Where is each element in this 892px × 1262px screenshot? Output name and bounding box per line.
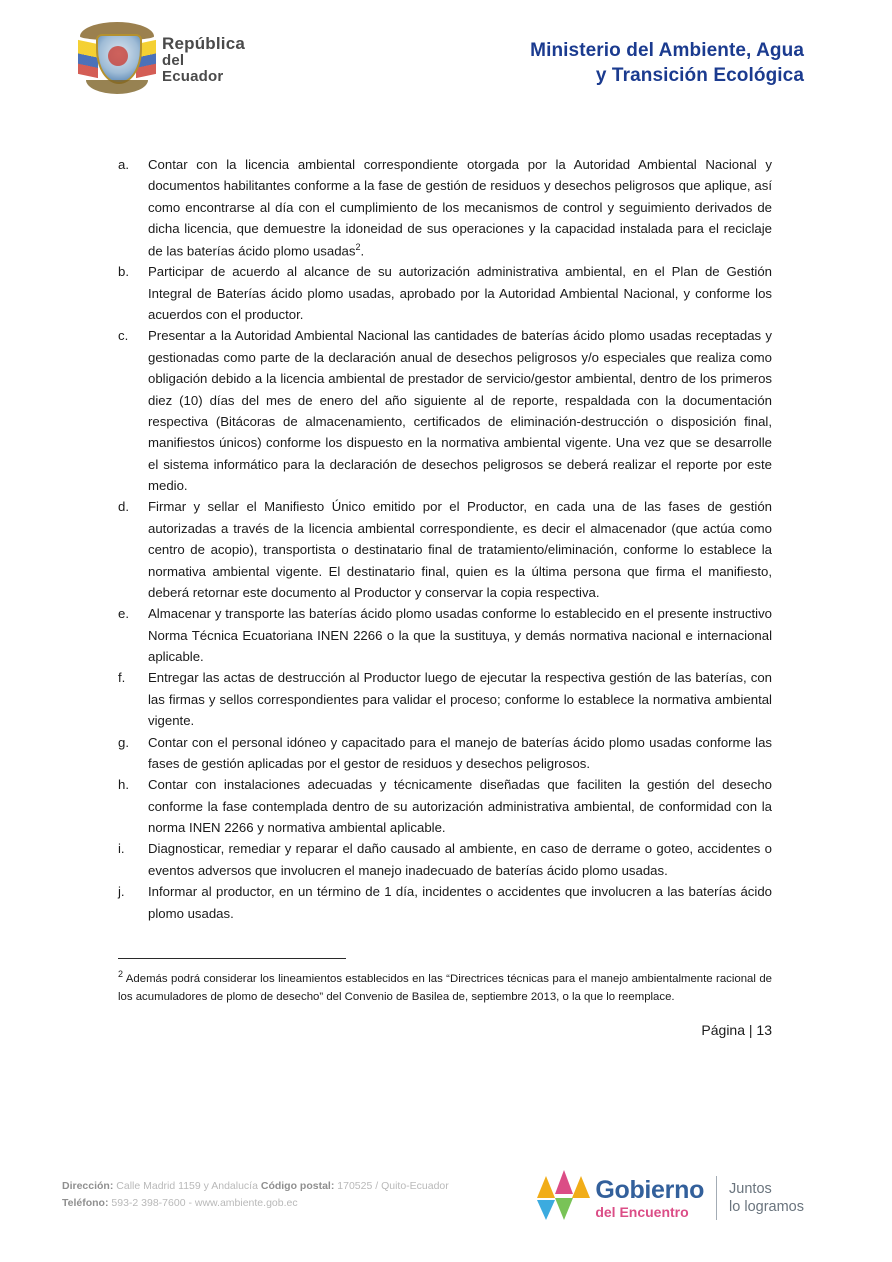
- list-item: [118, 774, 772, 838]
- republic-crest: [78, 14, 248, 106]
- list-item-text: Almacenar y transporte las baterías ácido plomo usadas conforme lo establecido en el presente instructivo Norma Técnica Ecuatoriana INEN 2266 o la que la sustituya, y demás normativa nacional e internacional aplicable.: [148, 606, 772, 665]
- address-value: Calle Madrid 1159 y Andalucía: [116, 1180, 258, 1192]
- list-item-marker: a.: [118, 157, 129, 172]
- list-item-marker: g.: [118, 734, 129, 750]
- address-label: Dirección:: [62, 1180, 114, 1192]
- list-item-body: Contar con la licencia ambiental correspondiente otorgada por la Autoridad Ambiental Nacional y documentos habilitantes conforme a la fase de gestión de residuos y desechos peligrosos que aplique, así como encontrarse al día con el cumplimiento de los mecanismos de control y seguimiento derivados de dicha licencia, que demuestre la idoneidad de sus operaciones y la capacidad instalada para el reciclaje de las baterías ácido plomo usadas: [148, 157, 772, 258]
- logo-divider: [716, 1176, 717, 1220]
- footnote-reference[interactable]: 2: [355, 241, 361, 252]
- list-item-marker: b.: [118, 264, 129, 280]
- list-item-text: [148, 154, 772, 261]
- list-item: [118, 838, 772, 881]
- gobierno-line-1: Gobierno: [595, 1175, 705, 1204]
- document-content: [0, 132, 892, 1038]
- ecuador-coat-of-arms-icon: [78, 16, 156, 104]
- list-item: [118, 667, 772, 731]
- list-item: [118, 496, 772, 603]
- obligations-list: [118, 154, 772, 924]
- gobierno-wordmark: [595, 1175, 705, 1220]
- list-item-marker: e.: [118, 606, 129, 622]
- list-item: [118, 732, 772, 775]
- gobierno-chevrons-logo-icon: [535, 1170, 591, 1226]
- list-item-text: Presentar a la Autoridad Ambiental Nacional las cantidades de baterías ácido plomo usadas receptadas y gestionadas como parte de la declaración anual de desechos peligrosos y/o especiales que realiza como obligación debido a la licencia ambiental de prestador de servicio/gestor ambiental, dentro de los primeros diez (10) días del mes de enero del año siguiente al de reporte, respaldada con la documentación respectiva (Bitácoras de almacenamiento, certificados de eliminación-destrucción o disposición final, manifiestos únicos) conforme los dispuesto en la normativa ambiental vigente. Una vez que se desarrolle el sistema informático para la declaración de desechos peligrosos se deberá realizar el reporte por este medio.: [148, 328, 772, 494]
- document-header: [0, 0, 892, 132]
- gobierno-slogan: [729, 1180, 804, 1216]
- page-number: Página | 13: [701, 1022, 772, 1039]
- ministry-line-1: Ministerio del Ambiente, Agua: [530, 40, 804, 61]
- ministry-line-2: y Transición Ecológica: [595, 65, 804, 87]
- list-item-marker: c.: [118, 328, 129, 344]
- list-item-marker: j.: [118, 884, 125, 900]
- ministry-title: [530, 38, 804, 88]
- list-item: [118, 881, 772, 924]
- footnote-text: [118, 967, 772, 1006]
- list-item-marker: h.: [118, 777, 129, 793]
- list-item-text: Contar con instalaciones adecuadas y técnicamente diseñadas que faciliten la gestión del desecho conforme la fase contemplada dentro de su autorización administrativa ambiental, de conformidad con la norma INEN 2266 y normativa ambiental aplicable.: [148, 777, 772, 836]
- footnote-divider: [118, 958, 346, 959]
- list-item-text: Entregar las actas de destrucción al Productor luego de ejecutar la respectiva gestión de las baterías, con las firmas y sellos correspondientes para validar el proceso; conforme lo establece la normativa ambiental vigente.: [148, 670, 772, 729]
- footer-contact-info: [62, 1178, 449, 1213]
- list-item-text: Firmar y sellar el Manifiesto Único emitido por el Productor, en cada una de las fases de gestión autorizadas a través de la licencia ambiental correspondiente, es decir el almacenador (que actúa como centro de acopio), transportista o destinatario final de tratamiento/eliminación, conforme lo establece la normativa ambiental vigente. El destinatario final, quien es la última persona que firma el manifiesto, deberá retornar este documento al Productor y conservar la copia respectiva.: [148, 499, 772, 600]
- republic-crest-text: [162, 35, 248, 84]
- footnote-section: [118, 958, 772, 1006]
- gobierno-line-2: del Encuentro: [595, 1203, 689, 1220]
- crest-line-2: del Ecuador: [162, 52, 224, 85]
- crest-line-1: República: [162, 34, 246, 54]
- list-item-marker: f.: [118, 670, 126, 686]
- list-item-trailing: .: [360, 242, 365, 258]
- list-item-marker: d.: [118, 499, 129, 515]
- phone-label: Teléfono:: [62, 1197, 109, 1210]
- list-item-text: Informar al productor, en un término de 1 día, incidentes o accidentes que involucren a las baterías ácido plomo usadas.: [148, 884, 772, 921]
- postal-value: 170525 / Quito-Ecuador: [337, 1180, 449, 1192]
- footnote-body: Además podrá considerar los lineamientos establecidos en las “Directrices técnicas para el manejo ambientalmente racional de los acumuladores de plomo de desecho” del Convenio de Basilea de, septiembre 2013, o la que lo reemplace.: [118, 972, 772, 1003]
- list-item: [118, 261, 772, 325]
- phone-value: 593-2 398-7600 - www.ambiente.gob.ec: [111, 1197, 298, 1210]
- list-item-marker: i.: [118, 841, 125, 857]
- postal-label: Código postal:: [260, 1180, 335, 1192]
- slogan-line-1: Juntos: [729, 1180, 772, 1197]
- footer-address-line: [62, 1178, 449, 1195]
- document-footer: [0, 1170, 892, 1244]
- list-item: [118, 154, 772, 261]
- list-item-text: Contar con el personal idóneo y capacitado para el manejo de baterías ácido plomo usadas conforme las fases de gestión aplicadas por el gestor de residuos y desechos peligrosos.: [148, 734, 772, 771]
- slogan-line-2: lo logramos: [729, 1199, 804, 1215]
- gobierno-logo: [535, 1170, 804, 1226]
- list-item: [118, 603, 772, 667]
- footnote-marker: 2: [118, 968, 124, 979]
- list-item-text: Participar de acuerdo al alcance de su autorización administrativa ambiental, en el Plan de Gestión Integral de Baterías ácido plomo usadas, aprobado por la Autoridad Ambiental Nacional, y conforme los acuerdos con el productor.: [148, 264, 772, 323]
- footer-phone-line: [62, 1195, 449, 1212]
- list-item-text: Diagnosticar, remediar y reparar el daño causado al ambiente, en caso de derrame o goteo, accidentes o eventos adversos que involucren el manejo inadecuado de baterías ácido plomo usadas.: [148, 841, 772, 878]
- list-item: [118, 325, 772, 496]
